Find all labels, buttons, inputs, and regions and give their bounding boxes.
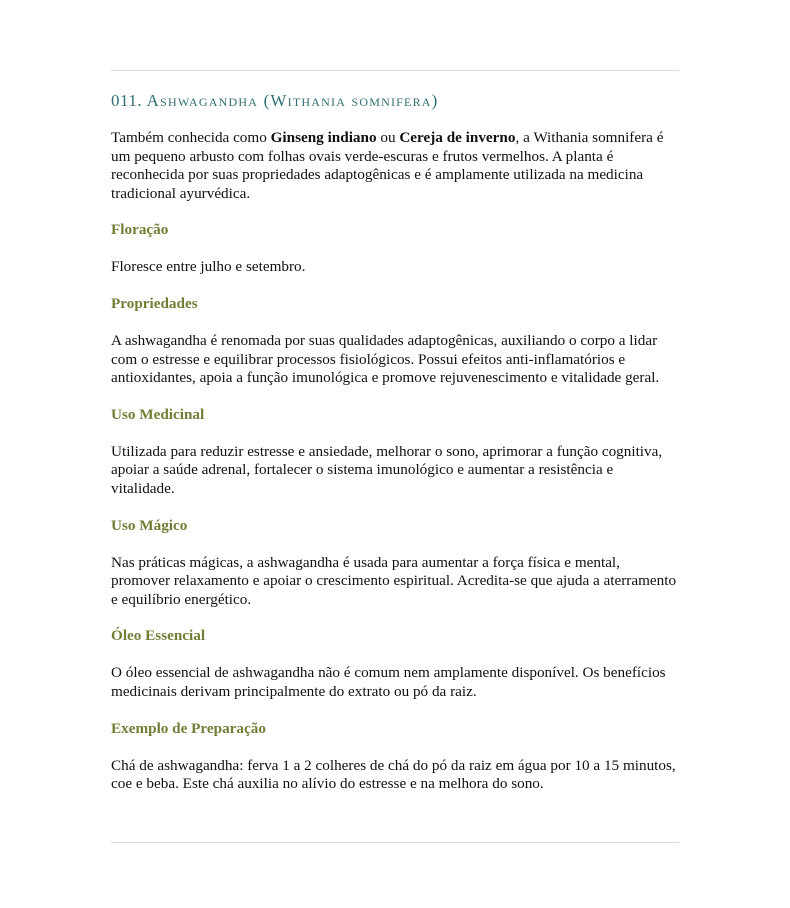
- section-heading: Propriedades: [111, 294, 198, 312]
- top-divider: [111, 70, 679, 71]
- section-heading: Uso Mágico: [111, 516, 188, 534]
- title-text: Ashwagandha (Withania somnifera): [146, 91, 439, 110]
- intro-text-middle: ou: [376, 129, 400, 146]
- section-text: Floresce entre julho e setembro.: [111, 258, 306, 276]
- section-text: O óleo essencial de ashwagandha não é comum nem amplamente disponível. Os benefícios medicinais derivam principalmente do extrato ou pó da raiz.: [111, 664, 666, 700]
- section-oleo-essencial: [111, 627, 679, 701]
- section-exemplo-preparacao: [111, 720, 679, 794]
- intro-text-start: Também conhecida como: [111, 129, 271, 146]
- section-text: Nas práticas mágicas, a ashwagandha é usada para aumentar a força física e mental, promover relaxamento e apoiar o crescimento espiritual. Acredita-se que ajuda a aterramento e equilíbrio energético.: [111, 553, 677, 608]
- section-text: A ashwagandha é renomada por suas qualidades adaptogênicas, auxiliando o corpo a lidar com o estresse e equilibrar processos fisiológicos. Possui efeitos anti-inflamatórios e antioxidantes, apoia a função imunológica e promove rejuvenescimento e vitalidade geral.: [111, 331, 660, 387]
- section-uso-magico: [111, 517, 679, 610]
- intro-bold-ginseng: Ginseng indiano: [270, 129, 377, 146]
- title-number: 011.: [111, 91, 143, 110]
- section-text: Chá de ashwagandha: ferva 1 a 2 colheres de chá do pó da raiz em água por 10 a 15 minutos, coe e beba. Este chá auxilia no alívio do estresse e na melhora do sono.: [111, 756, 676, 793]
- section-floracao: [111, 221, 679, 277]
- intro-text-end: , a Withania somnifera é um pequeno arbusto com folhas ovais verde-escuras e frutos vermelhos. A planta é reconhecida por suas propriedades adaptogênicas e é amplamente utilizada na medicina tradicional ayurvédica.: [111, 129, 664, 202]
- bottom-divider: [111, 842, 679, 843]
- page-title: [111, 90, 679, 112]
- document-page: [111, 0, 679, 794]
- intro-paragraph: [111, 129, 679, 203]
- section-heading: Uso Medicinal: [111, 405, 205, 423]
- section-propriedades: [111, 295, 679, 388]
- section-heading: Floração: [111, 221, 169, 239]
- section-text: Utilizada para reduzir estresse e ansiedade, melhorar o sono, aprimorar a função cognitiva, apoiar a saúde adrenal, fortalecer o sistema imunológico e aumentar a resistência e vitalidade.: [111, 442, 663, 497]
- intro-bold-cereja: Cereja de inverno: [399, 129, 516, 146]
- section-heading: Exemplo de Preparação: [111, 719, 266, 737]
- section-uso-medicinal: [111, 406, 679, 499]
- section-heading: Óleo Essencial: [111, 627, 206, 645]
